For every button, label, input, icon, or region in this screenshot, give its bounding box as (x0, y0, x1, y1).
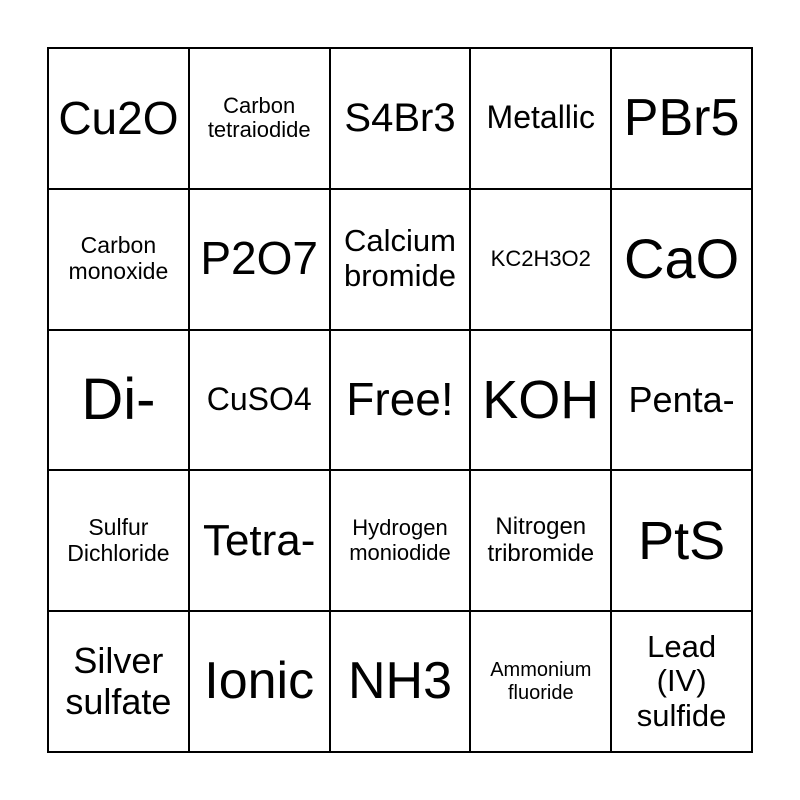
cell-text: Calcium (344, 223, 456, 259)
bingo-cell[interactable] (611, 48, 752, 189)
cell-text: Hydrogen (352, 515, 448, 541)
cell-text: Free! (346, 373, 454, 426)
bingo-cell[interactable] (611, 189, 752, 330)
bingo-cell[interactable] (470, 330, 611, 471)
cell-text: (IV) (656, 663, 707, 699)
bingo-cell[interactable] (470, 48, 611, 189)
cell-text: tribromide (487, 539, 595, 567)
cell-text: Silver (73, 640, 164, 682)
bingo-cell[interactable] (611, 330, 752, 471)
cell-text: Cu2O (58, 91, 179, 144)
bingo-card (47, 47, 753, 753)
bingo-cell[interactable] (330, 611, 471, 752)
bingo-cell[interactable] (189, 330, 330, 471)
cell-text: Ionic (204, 652, 315, 711)
cell-text: Carbon (80, 232, 157, 259)
bingo-cell[interactable] (330, 48, 471, 189)
bingo-cell[interactable] (189, 48, 330, 189)
cell-text: Penta- (628, 378, 735, 420)
bingo-cell[interactable] (470, 611, 611, 752)
cell-text: KOH (482, 369, 600, 430)
cell-text: Sulfur (88, 514, 149, 541)
cell-text: Di- (81, 366, 156, 432)
cell-text: bromide (343, 258, 456, 294)
cell-text: Tetra- (202, 516, 316, 566)
cell-text: Nitrogen (495, 512, 587, 540)
cell-text: sulfate (65, 680, 172, 722)
bingo-cell[interactable] (48, 470, 189, 611)
cell-text: Carbon (223, 92, 296, 118)
cell-text: monoxide (68, 258, 169, 285)
cell-text: NH3 (347, 652, 452, 711)
bingo-cell[interactable] (611, 470, 752, 611)
cell-text: Metallic (486, 99, 596, 136)
cell-text: S4Br3 (344, 96, 456, 140)
cell-text: tetraiodide (207, 117, 311, 143)
cell-text: Lead (647, 628, 717, 664)
bingo-cell[interactable] (48, 189, 189, 330)
cell-text: fluoride (507, 681, 574, 704)
bingo-cell[interactable] (189, 470, 330, 611)
bingo-cell[interactable] (189, 611, 330, 752)
cell-text: sulfide (636, 697, 727, 733)
bingo-cell[interactable] (470, 470, 611, 611)
cell-text: moniodide (349, 539, 451, 565)
cell-text: Dichloride (67, 539, 170, 566)
bingo-cell[interactable] (330, 470, 471, 611)
cell-text: PtS (638, 510, 726, 571)
cell-text: Ammonium (490, 659, 592, 682)
bingo-cell[interactable] (330, 330, 471, 471)
cell-text: P2O7 (200, 232, 319, 285)
bingo-cell[interactable] (470, 189, 611, 330)
bingo-cell[interactable] (48, 48, 189, 189)
bingo-cell[interactable] (48, 611, 189, 752)
cell-text: CuSO4 (206, 381, 312, 418)
bingo-cell[interactable] (48, 330, 189, 471)
cell-text: KC2H3O2 (490, 245, 591, 271)
bingo-cell[interactable] (611, 611, 752, 752)
bingo-cell[interactable] (330, 189, 471, 330)
bingo-cell[interactable] (189, 189, 330, 330)
cell-text: PBr5 (623, 89, 740, 148)
cell-text: CaO (624, 226, 740, 290)
